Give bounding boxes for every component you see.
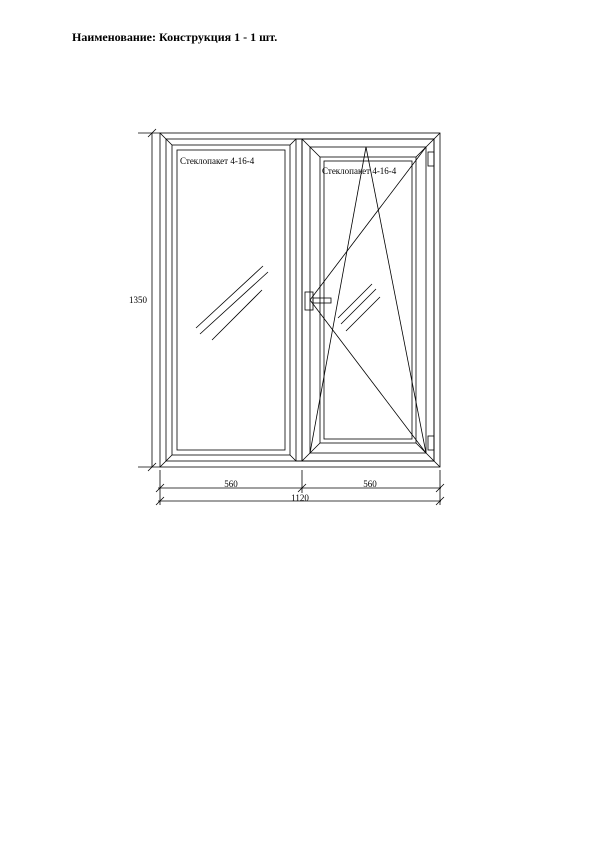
page-title: Наименование: Конструкция 1 - 1 шт. [72,30,278,44]
handle-icon [305,292,331,310]
left-bead [172,145,290,455]
left-glass-label: Стеклопакет 4-16-4 [180,156,255,166]
right-glass [324,161,412,439]
right-sash [310,147,426,453]
right-sash-inner [320,157,416,443]
right-glass-reflection [338,284,380,331]
right-glass-label: Стеклопакет 4-16-4 [322,166,397,176]
width-total-label: 1120 [291,493,309,503]
left-glass-reflection [196,266,268,340]
hinge-bottom [428,436,434,450]
tilt-line-right [366,147,426,453]
inner-frame [166,139,434,461]
outer-frame [160,133,440,467]
hinge-top [428,152,434,166]
height-label: 1350 [129,295,147,305]
width-right-label: 560 [363,479,377,489]
right-sash-outer [302,139,434,461]
turn-line-bottom [310,300,426,453]
left-glass [177,150,285,450]
width-left-label: 560 [224,479,238,489]
mullion [296,139,302,461]
tilt-line-left [310,147,366,453]
